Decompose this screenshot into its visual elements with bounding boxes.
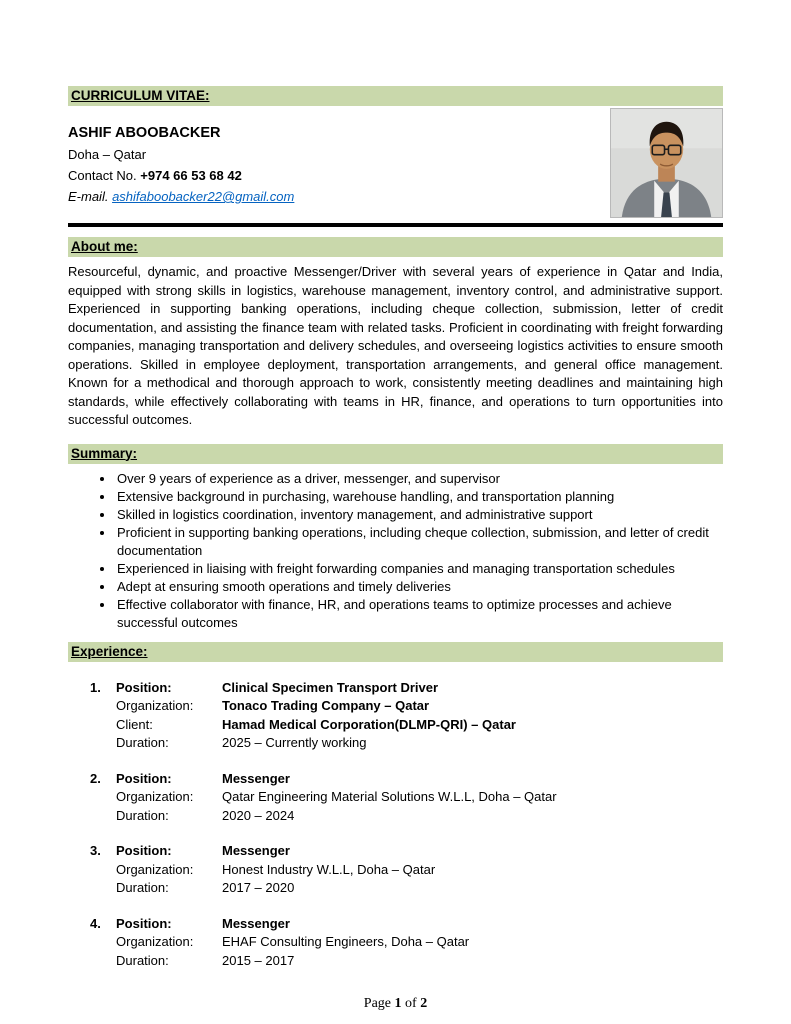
experience-section-bar	[68, 642, 723, 662]
summary-section-bar	[68, 444, 723, 464]
contact-line	[68, 165, 294, 186]
field-label: Duration:	[116, 807, 169, 823]
footer-text: Page	[363, 996, 395, 1011]
field-label: Position:	[116, 843, 172, 858]
field-label: Position:	[116, 770, 172, 786]
field-label: Organization:	[116, 789, 194, 804]
divider-rule	[68, 223, 723, 227]
field-label: Client:	[116, 716, 153, 732]
about-heading: About me:	[71, 239, 138, 254]
field-value: Messenger	[222, 915, 290, 931]
summary-item: • Adept at ensuring smooth operations and timely deliveries	[115, 578, 723, 596]
field-label: Organization:	[116, 861, 194, 877]
experience-row	[90, 807, 723, 826]
entry-number: 3.	[90, 843, 101, 858]
summary-item: • Extensive background in purchasing, warehouse handling, and transportation planning	[115, 488, 723, 506]
summary-item: • Effective collaborator with finance, HR, and operations teams to optimize processes and achieve successful outcomes	[115, 596, 723, 632]
experience-row	[90, 933, 723, 952]
field-value: EHAF Consulting Engineers, Doha – Qatar	[222, 934, 470, 949]
contact-block	[68, 108, 294, 207]
contact-label: Contact No.	[68, 168, 141, 183]
email-link[interactable]: ashifaboobacker22@gmail.com	[112, 189, 295, 204]
experience-row	[90, 770, 723, 789]
field-value: Honest Industry W.L.L, Doha – Qatar	[222, 861, 436, 877]
field-label: Duration:	[116, 952, 169, 968]
field-value: Tonaco Trading Company – Qatar	[222, 698, 430, 713]
field-value: 2020 – 2024	[222, 807, 295, 823]
footer-text: of	[401, 996, 421, 1011]
email-label: E-mail.	[68, 189, 113, 204]
field-value: 2025 – Currently working	[222, 735, 367, 750]
summary-item: • Proficient in supporting banking operations, including cheque collection, submission, and letter of credit documentation	[115, 524, 723, 560]
field-value: Hamad Medical Corporation(DLMP-QRI) – Qatar	[222, 716, 516, 732]
experience-row	[90, 716, 723, 735]
candidate-name: ASHIF ABOOBACKER	[68, 125, 221, 141]
title-bar	[68, 86, 723, 106]
entry-number: 4.	[90, 915, 101, 931]
field-value: Messenger	[222, 843, 290, 858]
experience-heading: Experience:	[71, 643, 148, 659]
field-label: Position:	[116, 915, 172, 931]
experience-row	[90, 734, 723, 753]
experience-entry	[90, 770, 723, 826]
email-line	[68, 186, 294, 207]
field-label: Duration:	[116, 880, 169, 895]
summary-item: • Over 9 years of experience as a driver, messenger, and supervisor	[115, 470, 723, 488]
page-title: CURRICULUM VITAE:	[71, 88, 210, 103]
about-text: Resourceful, dynamic, and proactive Messenger/Driver with several years of experience in Qatar and India, equipped with strong skills in logistics, warehouse management, inventory control, and administrative support. Experienced in supporting banking operations, including cheque collection, submission, letter of credit documentation, and assisting the finance team with related tasks. Proficient in coordinating with freight forwarding companies, managing transportation and delivery schedules, and overseeing logistics activities to ensure smooth operations. Skilled in employee deployment, transportation arrangements, and general office management. Known for a methodical and thorough approach to work, consistently meeting deadlines and maintaining high standards, while effectively collaborating with teams in HR, finance, and operations to turn opportunities into successful outcomes.	[68, 264, 723, 427]
experience-entry	[90, 842, 723, 898]
field-label: Organization:	[116, 698, 194, 713]
field-label: Position:	[116, 679, 172, 695]
field-value: 2017 – 2020	[222, 880, 295, 895]
footer-page-number: 1	[394, 996, 402, 1011]
field-label: Duration:	[116, 735, 169, 750]
field-label: Organization:	[116, 934, 194, 949]
entry-number: 1.	[90, 679, 101, 695]
about-section-bar	[68, 237, 723, 257]
field-value: Messenger	[222, 770, 290, 786]
experience-row	[90, 861, 723, 880]
experience-row	[90, 842, 723, 861]
experience-row	[90, 697, 723, 716]
summary-heading: Summary:	[71, 445, 138, 461]
summary-item: • Skilled in logistics coordination, inventory management, and administrative support	[115, 506, 723, 524]
experience-entry	[90, 679, 723, 753]
experience-row	[90, 915, 723, 934]
summary-list	[115, 470, 723, 632]
contact-number: +974 66 53 68 42	[140, 168, 242, 183]
experience-row	[90, 788, 723, 807]
experience-row	[90, 952, 723, 971]
header	[68, 108, 723, 218]
field-value: Clinical Specimen Transport Driver	[222, 679, 439, 695]
field-value: 2015 – 2017	[222, 952, 295, 968]
profile-photo-graphic	[611, 109, 722, 217]
summary-item: • Experienced in liaising with freight forwarding companies and managing transportation schedules	[115, 560, 723, 578]
profile-photo	[610, 108, 723, 218]
experience-row	[90, 679, 723, 698]
entry-number: 2.	[90, 770, 101, 786]
experience-entry	[90, 915, 723, 971]
field-value: Qatar Engineering Material Solutions W.L.L, Doha – Qatar	[222, 789, 557, 804]
page-footer	[0, 996, 791, 1012]
location: Doha – Qatar	[68, 147, 147, 162]
experience-row	[90, 879, 723, 898]
footer-total-pages: 2	[420, 996, 428, 1011]
experience-entries	[90, 679, 723, 971]
